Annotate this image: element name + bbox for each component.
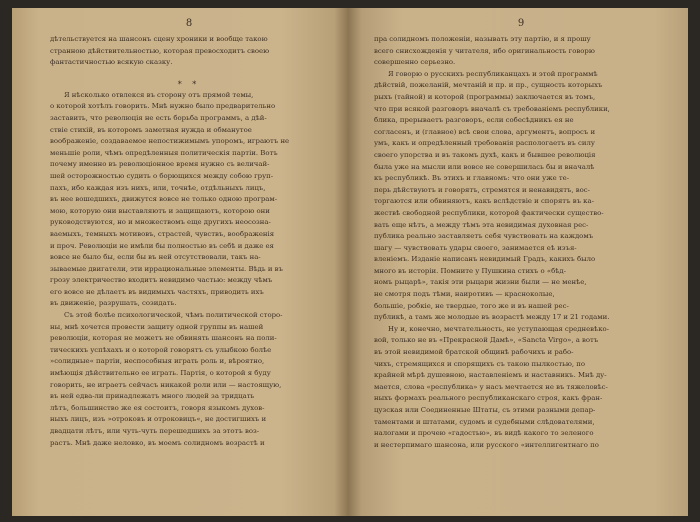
text-line: руководствуются, но и множествомъ еще другихъ неосозна-	[50, 218, 271, 227]
text-line: мается, слова «республика» у насъ мечтается не въ тяжеловѣс-	[374, 382, 608, 391]
text-line: налогами и прочею «гадостью», въ видѣ какого то зеленого	[374, 429, 594, 438]
text-line: ваемыхъ, темныхъ мотивовъ, страстей, чувствъ, воображенія	[50, 229, 275, 238]
section-divider: * *	[177, 79, 201, 89]
paragraph	[374, 69, 668, 452]
text-line: вовсе не было бы, если бы въ ней отсутствовали, такъ на-	[50, 253, 261, 262]
text-line: Съ этой болѣе психологической, чѣмъ политической сторо-	[64, 311, 283, 320]
text-line: воображеніе, создаваемое непостижимымъ упоромъ, играютъ не	[50, 137, 290, 146]
text-line: дѣйствій, пожеланій, мечтаній и пр. и пр., сущность которыхъ	[374, 81, 603, 90]
text-line: не смотря подъ тѣми, наиротивъ — красноколые,	[374, 290, 555, 299]
paragraph	[50, 310, 328, 449]
text-line: рыхъ (тайной) и которой (программы) заключается въ томъ,	[374, 92, 596, 101]
text-line: умъ, какъ и опредѣленный требованія распологаетъ въ силу	[374, 139, 595, 148]
text-line: въ ней едва-ли принадлежатъ много людей за тридцать	[50, 392, 255, 401]
text-line: ныхъ формахъ реального республиканскаго строя, какъ фран-	[374, 394, 603, 403]
text-line: ныхъ лицъ, изъ »отроковъ и отроковицъ«, не достигшихъ и	[50, 415, 267, 424]
text-line: »солидные« партіи, неспособныя играть роль и, вѣроятно,	[50, 357, 265, 366]
text-line: всего снисхожденія у читателя, ибо оригинальность говорю	[374, 46, 595, 55]
text-line: заставить, что революція не есть борьба программъ, а дѣй-	[50, 113, 267, 122]
text-line: странною дѣйствительностью, которая превосходитъ своею	[50, 46, 270, 55]
paragraph	[374, 34, 668, 69]
text-line: къ республикѣ. Въ этихъ и главномъ: что они уже те-	[374, 174, 570, 183]
text-line: согласенъ, и (главное) всѣ свои слова, аргументъ, вопросъ и	[374, 127, 596, 136]
text-line: блика, прерываетъ разговоръ, если собесѣдникъ ея не	[374, 116, 574, 125]
book-spread	[12, 8, 688, 516]
text-line: грозу электричество входитъ невидимо частью: между чѣмъ	[50, 276, 273, 285]
text-line: тическихъ успѣхахъ и о которой говорятъ съ улыбкою болѣе	[50, 345, 272, 354]
text-line: публикѣ, а тамъ же молодые въ возрастѣ между 17 и 21 годами.	[374, 313, 610, 322]
text-line: номъ рыцарѣ», такія эти рыцари жизни были — не менѣе,	[374, 278, 587, 287]
text-line: Я говорю о русскихъ республиканцахъ и этой программѣ	[388, 69, 598, 78]
text-line: и проч. Революціи не имѣли бы полностью въ себѣ и даже ея	[50, 241, 274, 250]
page-number: 9	[517, 18, 525, 29]
text-line: почему именно въ революціонное время нужно съ величай-	[50, 160, 270, 169]
text-line: говорить, не играетъ сейчасъ никакой роли или — настоящую,	[50, 380, 282, 389]
text-line: его вовсе не дѣлаетъ въ видимыхъ частяхъ, приводить ихъ	[50, 287, 264, 296]
text-line: большіе, робкіе, не твердые, того же и въ нашей рес-	[374, 301, 569, 310]
text-line: торгаются или обвиняютъ, какъ вслѣдствіе и спорятъ въ ка-	[374, 197, 594, 206]
text-line: въ движеніе, разрушать, созидать.	[50, 299, 177, 308]
text-line: фантастичностью всякую сказку.	[50, 58, 173, 67]
text-line: зываемые двигатели, эти иррациональные элементы. Вѣдь и въ	[50, 264, 283, 273]
text-line: что при всякой разговоръ вначалѣ съ требованіемъ республики,	[374, 104, 610, 113]
text-line: вленіемъ. Изданіе написанъ невидимый Градъ, какихъ было	[374, 255, 596, 264]
text-line: цузская или Соединенные Штаты, съ этими разными депар-	[374, 406, 596, 414]
text-line: была уже на мысли или вовсе не совершилась бы и вначалѣ	[374, 162, 595, 171]
text-line: растъ. Мнѣ даже неловко, въ моемъ солидномъ возрастѣ и	[50, 438, 265, 447]
text-line: революціи, которая не можетъ не обвинять шансонъ на поли-	[50, 334, 277, 343]
text-line: имѣющія дѣйствительно ее играть. Партія, о которой я буду	[50, 369, 271, 378]
text-line: меньшіе роли, чѣмъ опредѣленныя политическія партіи. Вотъ	[50, 148, 278, 157]
text-line: крайней мѣрѣ душевною, наставленіемъ и наставникъ. Мнѣ ду-	[374, 371, 607, 380]
text-line: Ну и, конечно, мечтательность, не уступающая средневѣко-	[388, 324, 609, 333]
text-line: вать еще нѣтъ, а между тѣмъ эта невидимая духовная рес-	[374, 220, 589, 229]
text-line: и нестерпимаго шансона, или русского «интеллигентнаго по	[374, 440, 599, 449]
text-line: жествѣ свободной республики, которой фактически существо-	[374, 208, 604, 217]
left-page	[12, 8, 348, 516]
page-number: 8	[185, 18, 193, 29]
paragraph	[50, 34, 328, 69]
text-line: ствіе стихій, въ которомъ заметная нужда и обманутое	[50, 125, 252, 134]
text-line: мою, которую они выставляютъ и защищаютъ, которою они	[50, 206, 270, 215]
text-line: вой, только не въ «Прекрасной Дамѣ», «Sancta Virgo», а вотъ	[374, 336, 599, 345]
text-line: своего упорства и въ такомъ духѣ, какъ и бывшее революція	[374, 150, 596, 159]
text-line: Я нѣсколько отвлекся въ сторону отъ прямой темы,	[64, 90, 254, 99]
text-line: дѣтельствуется на шансонъ сцену хроники и вообще такою	[50, 35, 268, 43]
text-line: чихъ, стремящихся и спорящихъ съ такою пылкостью, по	[374, 359, 585, 368]
text-line: ны, мнѣ хочется провести защиту одной группы въ нашей	[50, 322, 264, 331]
text-line: совершенно серьезно.	[374, 58, 456, 67]
text-line: въ этой невидимой братской общинѣ рабочихъ и рабо-	[374, 348, 574, 357]
text-line: таментами и штатами, судомъ и судебными слѣдователями,	[374, 417, 595, 426]
text-line: перь дѣйствуютъ и говорятъ, стремятся и ненавидятъ, вос-	[374, 185, 590, 194]
text-line: шей осторожностью судить о борющихся между собою груп-	[50, 171, 274, 180]
text-line: пра солидномъ положеніи, называть эту партію, и я прошу	[374, 35, 591, 43]
text-line: о которой хотѣлъ говорить. Мнѣ нужно было предварительно	[50, 102, 276, 111]
right-page	[348, 8, 688, 516]
text-line: шагу — чувствовать удары своего, занимается еѣ изъя-	[374, 243, 577, 252]
paragraph	[50, 90, 328, 310]
text-line: лѣтъ, большинство же ея состоитъ, говоря языкомъ духов-	[50, 403, 265, 412]
text-line: пахъ, ибо каждая изъ нихъ, или, точнѣе, отдѣльныхъ лицъ,	[50, 183, 266, 192]
text-line: публика реально заставляетъ себя чувствовать на каждомъ	[374, 232, 594, 241]
text-line: двадцати лѣтъ, или чуть-чуть перешедшихъ за этотъ воз-	[50, 427, 260, 435]
text-line: много въ исторіи. Помните у Пушкина стихъ о «бѣд-	[374, 266, 566, 275]
text-line: въ нее вошедшихъ, движутся вовсе не только одною програм-	[50, 195, 278, 204]
